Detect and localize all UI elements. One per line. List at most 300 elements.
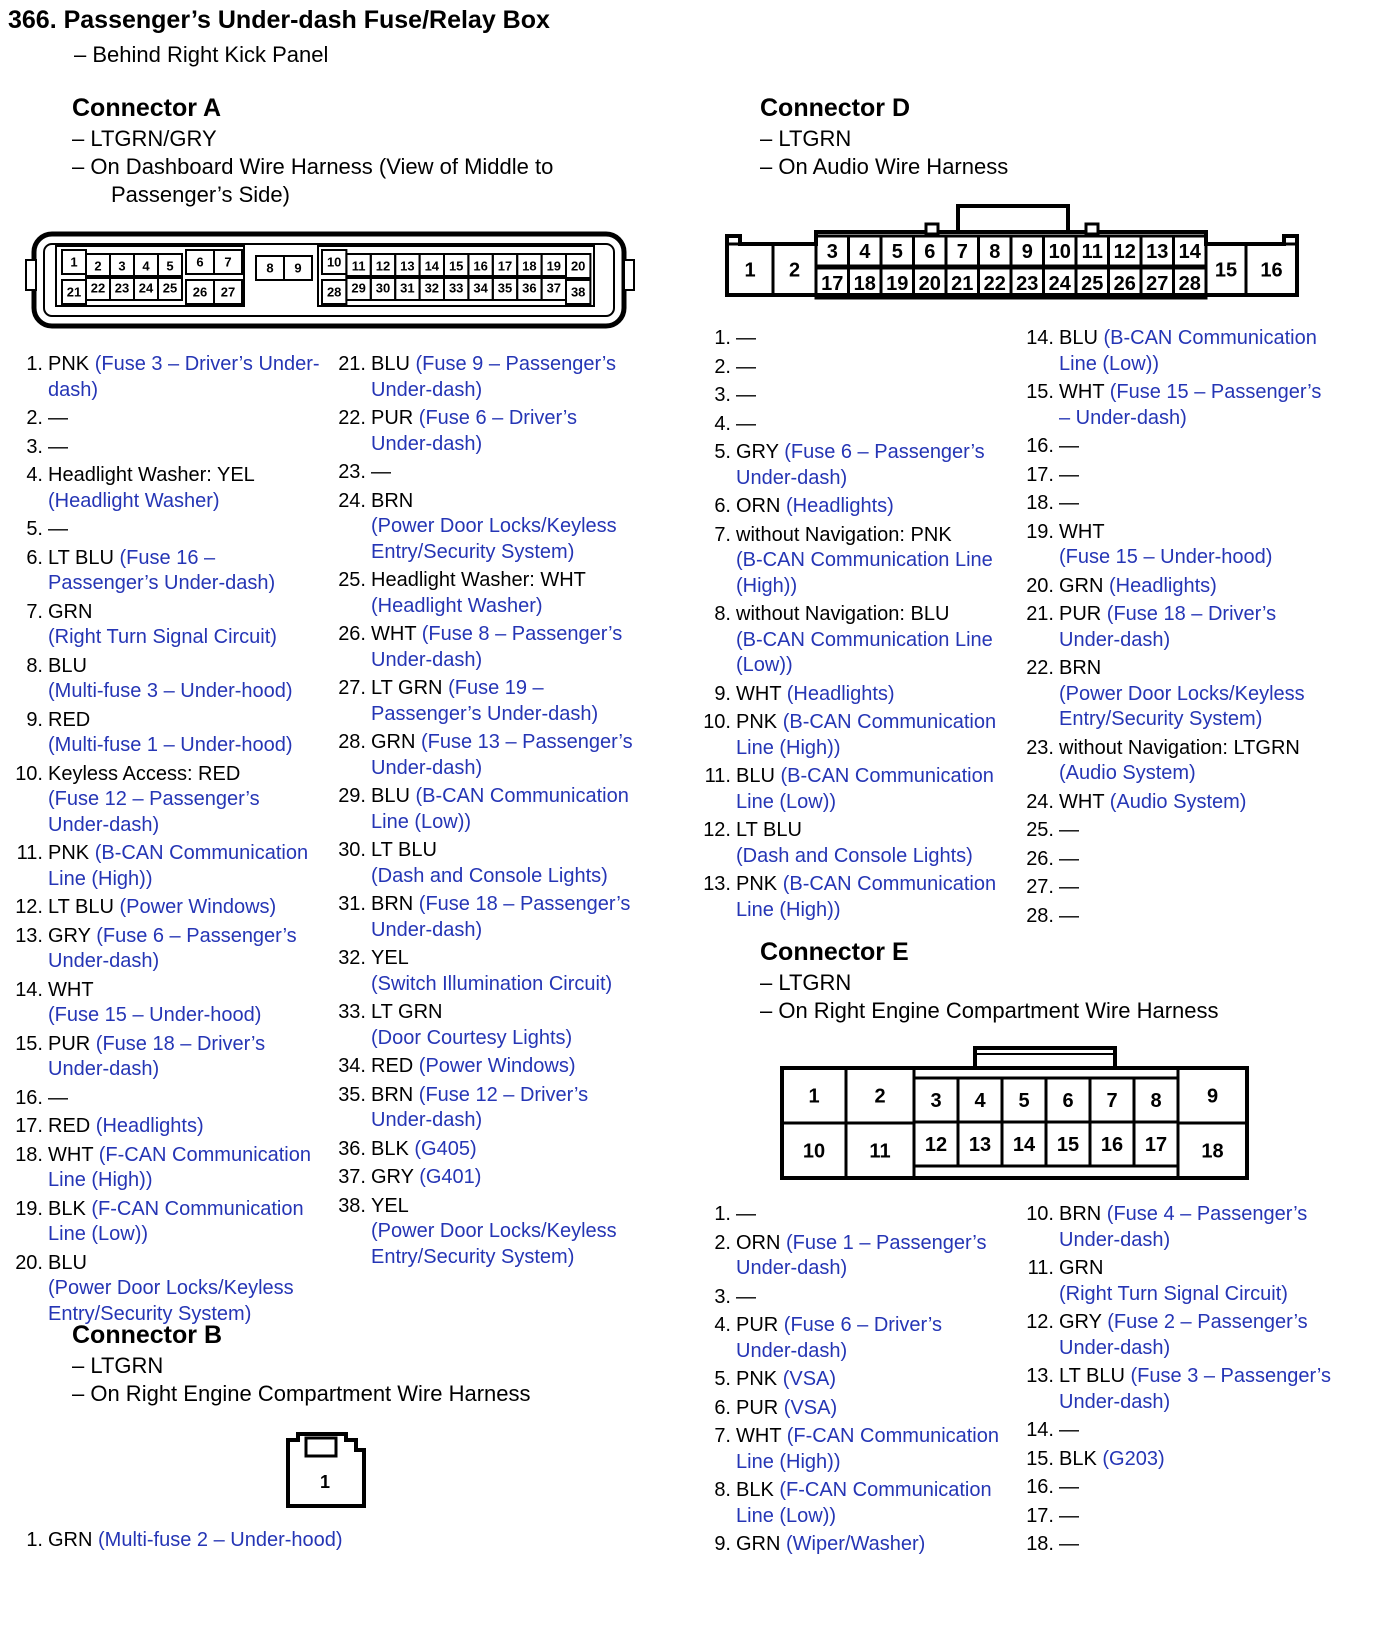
pin-number: 14. bbox=[15, 978, 43, 1001]
wire-color: ORN bbox=[736, 1231, 786, 1254]
circuit-description: (G405) bbox=[414, 1137, 477, 1160]
pin-label: 14 bbox=[1178, 241, 1201, 264]
wire-color: WHT bbox=[736, 1425, 787, 1447]
wire-color: LT BLU bbox=[48, 546, 120, 569]
pin-item bbox=[698, 440, 1008, 491]
pin-label: 6 bbox=[924, 241, 936, 264]
pin-item bbox=[698, 383, 1008, 409]
circuit-description: (Fuse 12 – Passenger’s Under-dash) bbox=[48, 788, 260, 836]
pin-number: 32. bbox=[338, 947, 366, 969]
circuit-description: (F-CAN Communication Line (Low)) bbox=[48, 1197, 304, 1245]
connector-b-location: – On Right Engine Compartment Wire Harness bbox=[72, 1381, 531, 1406]
pin-number: 26. bbox=[1026, 847, 1054, 870]
wire-color: — bbox=[1059, 463, 1079, 486]
pin-item bbox=[1021, 736, 1331, 787]
pin-item bbox=[1021, 1447, 1331, 1473]
pin-item bbox=[1021, 847, 1331, 873]
pin-number: 14. bbox=[1026, 1419, 1054, 1441]
circuit-description: (Headlights) bbox=[786, 495, 894, 517]
connector-b-pin-label: 1 bbox=[319, 1472, 331, 1492]
pin-item bbox=[698, 872, 1008, 923]
connector-d-diagram bbox=[720, 200, 1320, 305]
wire-color: without Navigation: PNK bbox=[736, 523, 952, 546]
pin-item bbox=[698, 1313, 1008, 1364]
pin-label: 18 bbox=[1201, 1140, 1224, 1163]
pin-number: 3. bbox=[714, 384, 731, 406]
wire-color: BLU bbox=[371, 785, 416, 807]
pin-number: 13. bbox=[703, 873, 731, 895]
connector-e-heading: Connector E bbox=[760, 938, 909, 966]
pin-item bbox=[333, 892, 643, 943]
circuit-description: (Fuse 8 – Passenger’s Under-dash) bbox=[371, 623, 623, 671]
pin-label: 22 bbox=[90, 280, 106, 296]
connector-a-location: – On Dashboard Wire Harness (View of Middle to bbox=[72, 154, 554, 179]
wire-color: LT BLU bbox=[736, 819, 802, 841]
pin-label: 3 bbox=[118, 258, 126, 274]
pin-number: 6. bbox=[714, 1396, 731, 1419]
pin-number: 26. bbox=[338, 623, 366, 645]
wire-color: LT BLU bbox=[1059, 1365, 1131, 1387]
wire-color: GRY bbox=[1059, 1311, 1108, 1333]
connector-b-pin-list bbox=[10, 1528, 410, 1557]
pin-item bbox=[10, 1114, 325, 1140]
pin-item bbox=[1021, 790, 1331, 816]
pin-label: 8 bbox=[989, 241, 1001, 264]
pin-label: 14 bbox=[424, 258, 440, 274]
pin-number: 11. bbox=[16, 842, 43, 864]
pin-label: 11 bbox=[351, 258, 366, 274]
wire-color: — bbox=[736, 355, 756, 378]
wire-color: RED bbox=[371, 1055, 419, 1077]
circuit-description: (Headlights) bbox=[786, 682, 895, 705]
pin-item bbox=[10, 762, 325, 839]
pin-number: 15. bbox=[1026, 381, 1054, 403]
pin-item bbox=[1021, 463, 1331, 489]
pin-label: 1 bbox=[744, 259, 756, 282]
pin-label: 15 bbox=[1214, 259, 1238, 282]
pin-number: 38. bbox=[338, 1194, 366, 1217]
circuit-description: (Fuse 6 – Passenger’s Under-dash) bbox=[736, 441, 985, 489]
pin-label: 15 bbox=[1056, 1134, 1080, 1157]
pin-item bbox=[1021, 1418, 1331, 1444]
pin-label: 12 bbox=[1113, 241, 1136, 264]
wire-color: BLU bbox=[48, 654, 87, 677]
wire-color: — bbox=[1059, 847, 1079, 870]
circuit-description: (Power Door Locks/Keyless Entry/Security System) bbox=[371, 1220, 617, 1268]
pin-label: 24 bbox=[138, 280, 154, 296]
connector-d-header bbox=[760, 91, 1008, 181]
pin-item bbox=[10, 1197, 325, 1248]
pin-item bbox=[333, 730, 643, 781]
pin-item bbox=[1021, 1364, 1331, 1415]
pin-item bbox=[333, 676, 643, 727]
pin-label: 5 bbox=[1018, 1090, 1030, 1113]
pin-label: 20 bbox=[570, 258, 586, 274]
wire-color: GRN bbox=[48, 1529, 98, 1551]
wire-color: PUR bbox=[736, 1314, 784, 1336]
pin-item bbox=[10, 1143, 325, 1194]
wire-color: — bbox=[1059, 876, 1079, 898]
pin-label: 16 bbox=[473, 258, 488, 274]
circuit-description: (F-CAN Communication Line (Low)) bbox=[736, 1479, 992, 1527]
pin-label: 13 bbox=[968, 1134, 992, 1157]
pin-item bbox=[1021, 434, 1331, 460]
pin-item bbox=[333, 1000, 643, 1051]
pin-item bbox=[698, 523, 1008, 600]
pin-item bbox=[333, 568, 643, 619]
pin-number: 11. bbox=[704, 765, 731, 787]
pin-number: 13. bbox=[1026, 1365, 1054, 1387]
wire-color: RED bbox=[48, 708, 91, 731]
circuit-description: (Audio System) bbox=[1059, 762, 1196, 784]
pin-label: 22 bbox=[983, 273, 1006, 296]
circuit-description: (Fuse 6 – Driver’s Under-dash) bbox=[371, 407, 577, 455]
pin-item bbox=[1021, 1532, 1331, 1558]
pin-label: 10 bbox=[326, 254, 342, 270]
wire-color: LT BLU bbox=[48, 896, 120, 918]
pin-label: 7 bbox=[224, 254, 232, 270]
pin-number: 15. bbox=[1026, 1447, 1054, 1470]
pin-item bbox=[1021, 380, 1331, 431]
pin-item bbox=[10, 435, 325, 461]
pin-number: 24. bbox=[1026, 790, 1054, 813]
circuit-description: (Headlights) bbox=[1109, 574, 1217, 597]
pin-label: 4 bbox=[859, 241, 871, 264]
circuit-description: (Fuse 4 – Passenger’s Under-dash) bbox=[1059, 1203, 1308, 1251]
pin-number: 17. bbox=[1026, 1504, 1054, 1527]
wire-color: GRN bbox=[48, 600, 93, 623]
pin-item bbox=[10, 924, 325, 975]
pin-label: 9 bbox=[294, 260, 302, 276]
pin-item bbox=[10, 978, 325, 1029]
pin-number: 25. bbox=[338, 569, 366, 591]
pin-number: 10. bbox=[15, 762, 43, 785]
wire-color: GRY bbox=[48, 924, 97, 947]
circuit-description: (Headlight Washer) bbox=[371, 594, 543, 617]
pin-label: 37 bbox=[546, 280, 562, 296]
pin-label: 5 bbox=[891, 241, 903, 264]
wire-color: PUR bbox=[371, 407, 419, 429]
pin-number: 9. bbox=[714, 1533, 731, 1555]
circuit-description: (Fuse 1 – Passenger’s Under-dash) bbox=[736, 1231, 987, 1279]
wire-color: BLK bbox=[48, 1197, 92, 1220]
pin-item bbox=[698, 494, 1008, 520]
pin-label: 26 bbox=[192, 284, 208, 300]
connector-e-header bbox=[760, 935, 1219, 1025]
pin-number: 34. bbox=[338, 1055, 366, 1077]
connector-a-color: – LTGRN/GRY bbox=[72, 126, 217, 151]
circuit-description: (VSA) bbox=[782, 1368, 837, 1390]
circuit-description: (B-CAN Communication Line (Low)) bbox=[1059, 327, 1317, 375]
connector-b-diagram bbox=[280, 1430, 380, 1510]
wire-color: — bbox=[48, 435, 68, 458]
pin-number: 1. bbox=[714, 327, 731, 349]
wire-color: Headlight Washer: YEL bbox=[48, 464, 255, 486]
pin-item bbox=[333, 1137, 643, 1163]
pin-label: 12 bbox=[924, 1134, 948, 1157]
circuit-description: (Fuse 3 – Driver’s Under-dash) bbox=[48, 353, 320, 401]
circuit-description: (F-CAN Communication Line (High)) bbox=[48, 1143, 311, 1191]
pin-number: 17. bbox=[15, 1115, 43, 1137]
pin-label: 31 bbox=[400, 280, 415, 296]
pin-item bbox=[10, 352, 325, 403]
connector-e-location: – On Right Engine Compartment Wire Harness bbox=[760, 998, 1219, 1023]
pin-number: 7. bbox=[714, 523, 731, 546]
pin-label: 34 bbox=[473, 280, 488, 296]
pin-label: 7 bbox=[1106, 1090, 1118, 1113]
pin-number: 12. bbox=[703, 819, 731, 841]
pin-item bbox=[698, 355, 1008, 381]
pin-label: 11 bbox=[869, 1140, 891, 1163]
circuit-description: (F-CAN Communication Line (High)) bbox=[736, 1425, 999, 1473]
pin-item bbox=[333, 1083, 643, 1134]
pin-number: 18. bbox=[1026, 1533, 1054, 1555]
wire-color: — bbox=[1059, 1419, 1079, 1441]
pin-item bbox=[1021, 875, 1331, 901]
wire-color: GRN bbox=[1059, 1257, 1104, 1279]
wire-color: GRY bbox=[736, 441, 785, 463]
pin-item bbox=[333, 352, 643, 403]
connector-a-header bbox=[72, 91, 553, 209]
wire-color: GRN bbox=[371, 731, 421, 753]
circuit-description: (Audio System) bbox=[1109, 790, 1247, 813]
pin-label: 28 bbox=[326, 284, 342, 300]
pin-item bbox=[333, 622, 643, 673]
pin-label: 11 bbox=[1081, 241, 1103, 264]
circuit-description: (Fuse 15 – Passenger’s – Under-dash) bbox=[1059, 381, 1322, 429]
circuit-description: (Fuse 9 – Passenger’s Under-dash) bbox=[371, 353, 616, 401]
pin-item bbox=[1021, 904, 1331, 930]
pin-label: 1 bbox=[808, 1085, 820, 1108]
pin-label: 17 bbox=[821, 273, 844, 296]
pin-number: 36. bbox=[338, 1137, 366, 1160]
pin-label: 33 bbox=[448, 280, 464, 296]
connector-d-location: – On Audio Wire Harness bbox=[760, 154, 1009, 179]
pin-number: 4. bbox=[26, 464, 43, 486]
pin-number: 1. bbox=[26, 353, 43, 375]
pin-item bbox=[10, 1251, 325, 1328]
wire-color: — bbox=[1059, 492, 1079, 514]
pin-item bbox=[333, 946, 643, 997]
pin-number: 9. bbox=[26, 708, 43, 731]
circuit-description: (B-CAN Communication Line (Low)) bbox=[736, 765, 994, 813]
wire-color: BLU bbox=[48, 1251, 87, 1274]
pin-item bbox=[333, 1165, 643, 1191]
pin-item bbox=[10, 1086, 325, 1112]
pin-number: 28. bbox=[338, 731, 366, 753]
circuit-description: (Headlight Washer) bbox=[48, 489, 220, 512]
pin-number: 23. bbox=[1026, 736, 1054, 759]
wire-color: — bbox=[1059, 435, 1079, 457]
pin-item bbox=[698, 326, 1008, 352]
circuit-description: (Headlights) bbox=[95, 1115, 204, 1137]
pin-number: 18. bbox=[15, 1143, 43, 1166]
pin-number: 14. bbox=[1026, 327, 1054, 349]
wire-color: BRN bbox=[1059, 657, 1102, 679]
pin-item bbox=[698, 1532, 1008, 1558]
wire-color: WHT bbox=[1059, 520, 1105, 543]
pin-number: 30. bbox=[338, 839, 366, 861]
pin-item bbox=[1021, 491, 1331, 517]
wire-color: — bbox=[1059, 1476, 1079, 1498]
wire-color: BRN bbox=[371, 489, 414, 512]
wire-color: — bbox=[736, 384, 756, 406]
wire-color: PNK bbox=[736, 1368, 783, 1390]
pin-number: 10. bbox=[1026, 1203, 1054, 1225]
pin-label: 5 bbox=[166, 258, 174, 274]
circuit-description: (Dash and Console Lights) bbox=[371, 864, 608, 887]
pin-number: 28. bbox=[1026, 904, 1054, 927]
connector-a-pin-list-2 bbox=[333, 352, 643, 1273]
circuit-description: (Right Turn Signal Circuit) bbox=[48, 626, 277, 648]
pin-label: 21 bbox=[66, 284, 82, 300]
pin-number: 15. bbox=[15, 1032, 43, 1055]
pin-item bbox=[10, 1528, 410, 1554]
pin-number: 12. bbox=[1026, 1311, 1054, 1333]
pin-number: 7. bbox=[26, 600, 43, 623]
pin-number: 21. bbox=[1026, 603, 1054, 625]
pin-label: 16 bbox=[1100, 1134, 1124, 1157]
circuit-description: (Fuse 6 – Passenger’s Under-dash) bbox=[48, 924, 297, 972]
wire-color: LT GRN bbox=[371, 1001, 443, 1023]
pin-item bbox=[333, 1054, 643, 1080]
wire-color: BLK bbox=[1059, 1447, 1103, 1470]
wire-color: — bbox=[1059, 819, 1079, 841]
pin-label: 10 bbox=[802, 1140, 826, 1163]
pin-item bbox=[1021, 520, 1331, 571]
pin-label: 18 bbox=[522, 258, 537, 274]
pin-number: 16. bbox=[15, 1086, 43, 1109]
pin-label: 6 bbox=[196, 254, 204, 270]
pin-number: 8. bbox=[714, 1479, 731, 1501]
pin-number: 20. bbox=[1026, 574, 1054, 597]
circuit-description: (Switch Illumination Circuit) bbox=[371, 972, 613, 995]
pin-number: 8. bbox=[26, 654, 43, 677]
pin-label: 9 bbox=[1021, 241, 1033, 264]
connector-e-color: – LTGRN bbox=[760, 970, 852, 995]
wire-color: BRN bbox=[1059, 1203, 1107, 1225]
pin-number: 18. bbox=[1026, 492, 1054, 514]
pin-label: 36 bbox=[522, 280, 537, 296]
wire-color: — bbox=[736, 412, 756, 435]
pin-item bbox=[698, 1424, 1008, 1475]
circuit-description: (B-CAN Communication Line (High)) bbox=[736, 873, 997, 921]
pin-item bbox=[333, 784, 643, 835]
pin-item bbox=[698, 1285, 1008, 1311]
pin-label: 20 bbox=[918, 273, 941, 296]
pin-label: 29 bbox=[351, 280, 366, 296]
pin-item bbox=[10, 841, 325, 892]
connector-b-heading: Connector B bbox=[72, 1321, 222, 1349]
circuit-description: (Power Door Locks/Keyless Entry/Security System) bbox=[371, 515, 617, 563]
pin-label: 12 bbox=[375, 258, 391, 274]
wire-color: PNK bbox=[48, 842, 95, 864]
pin-item bbox=[698, 412, 1008, 438]
wire-color: WHT bbox=[1059, 381, 1110, 403]
circuit-description: (B-CAN Communication Line (Low)) bbox=[371, 785, 629, 833]
connector-d-pin-list-2 bbox=[1021, 326, 1331, 932]
pin-label: 6 bbox=[1062, 1090, 1074, 1113]
pin-number: 5. bbox=[26, 518, 43, 540]
pin-label: 2 bbox=[874, 1085, 886, 1108]
pin-label: 24 bbox=[1048, 273, 1071, 296]
pin-number: 19. bbox=[15, 1197, 43, 1220]
wire-color: PUR bbox=[736, 1396, 784, 1419]
pin-item bbox=[1021, 1202, 1331, 1253]
wire-color: WHT bbox=[48, 978, 94, 1001]
wire-color: — bbox=[736, 327, 756, 349]
connector-d-heading: Connector D bbox=[760, 94, 910, 122]
pin-label: 32 bbox=[424, 280, 440, 296]
connector-a-diagram bbox=[20, 230, 660, 340]
pin-item bbox=[1021, 818, 1331, 844]
pin-number: 31. bbox=[338, 893, 366, 915]
connector-e-pin-list-1 bbox=[698, 1202, 1008, 1561]
wire-color: GRY bbox=[371, 1166, 420, 1188]
wire-color: BRN bbox=[371, 1083, 419, 1106]
circuit-description: (VSA) bbox=[783, 1396, 838, 1419]
pin-number: 35. bbox=[338, 1083, 366, 1106]
circuit-description: (Door Courtesy Lights) bbox=[371, 1026, 573, 1049]
pin-label: 4 bbox=[142, 258, 150, 274]
pin-label: 26 bbox=[1113, 273, 1136, 296]
wire-color: Headlight Washer: WHT bbox=[371, 569, 586, 591]
pin-item bbox=[10, 708, 325, 759]
pin-item bbox=[10, 654, 325, 705]
circuit-description: (Fuse 3 – Passenger’s Under-dash) bbox=[1059, 1365, 1331, 1413]
connector-d-pin-list-1 bbox=[698, 326, 1008, 926]
wire-color: PUR bbox=[1059, 603, 1107, 625]
pin-number: 16. bbox=[1026, 1476, 1054, 1498]
wire-color: BLU bbox=[371, 353, 416, 375]
pin-label: 17 bbox=[497, 258, 513, 274]
wire-color: PNK bbox=[736, 873, 783, 895]
pin-label: 4 bbox=[974, 1090, 986, 1113]
pin-item bbox=[1021, 1504, 1331, 1530]
pin-number: 2. bbox=[714, 355, 731, 378]
pin-label: 38 bbox=[570, 284, 586, 300]
wire-color: PNK bbox=[736, 711, 783, 733]
pin-label: 19 bbox=[546, 258, 562, 274]
circuit-description: (Fuse 16 – Passenger’s Under-dash) bbox=[48, 546, 276, 594]
pin-number: 23. bbox=[338, 461, 366, 483]
pin-item bbox=[698, 710, 1008, 761]
pin-item bbox=[333, 489, 643, 566]
connector-a-location-cont: Passenger’s Side) bbox=[111, 182, 290, 207]
pin-item bbox=[1021, 1475, 1331, 1501]
pin-label: 3 bbox=[826, 241, 838, 264]
circuit-description: (Wiper/Washer) bbox=[786, 1533, 926, 1555]
wire-color: BRN bbox=[371, 893, 419, 915]
wire-color: without Navigation: BLU bbox=[736, 603, 950, 625]
pin-item bbox=[10, 406, 325, 432]
wire-color: — bbox=[736, 1285, 756, 1308]
pin-number: 3. bbox=[714, 1285, 731, 1308]
circuit-description: (Fuse 2 – Passenger’s Under-dash) bbox=[1059, 1311, 1308, 1359]
circuit-description: (Power Door Locks/Keyless Entry/Security System) bbox=[1059, 682, 1305, 730]
pin-number: 5. bbox=[714, 441, 731, 463]
connector-e-pin-list-2 bbox=[1021, 1202, 1331, 1561]
pin-number: 10. bbox=[703, 711, 731, 733]
pin-item bbox=[1021, 1310, 1331, 1361]
pin-number: 1. bbox=[26, 1529, 43, 1551]
pin-label: 19 bbox=[886, 273, 909, 296]
wire-color: — bbox=[736, 1203, 756, 1225]
pin-number: 37. bbox=[338, 1166, 366, 1188]
pin-number: 7. bbox=[714, 1425, 731, 1447]
connector-b-color: – LTGRN bbox=[72, 1353, 164, 1378]
circuit-description: (Fuse 18 – Driver’s Under-dash) bbox=[1059, 603, 1277, 651]
